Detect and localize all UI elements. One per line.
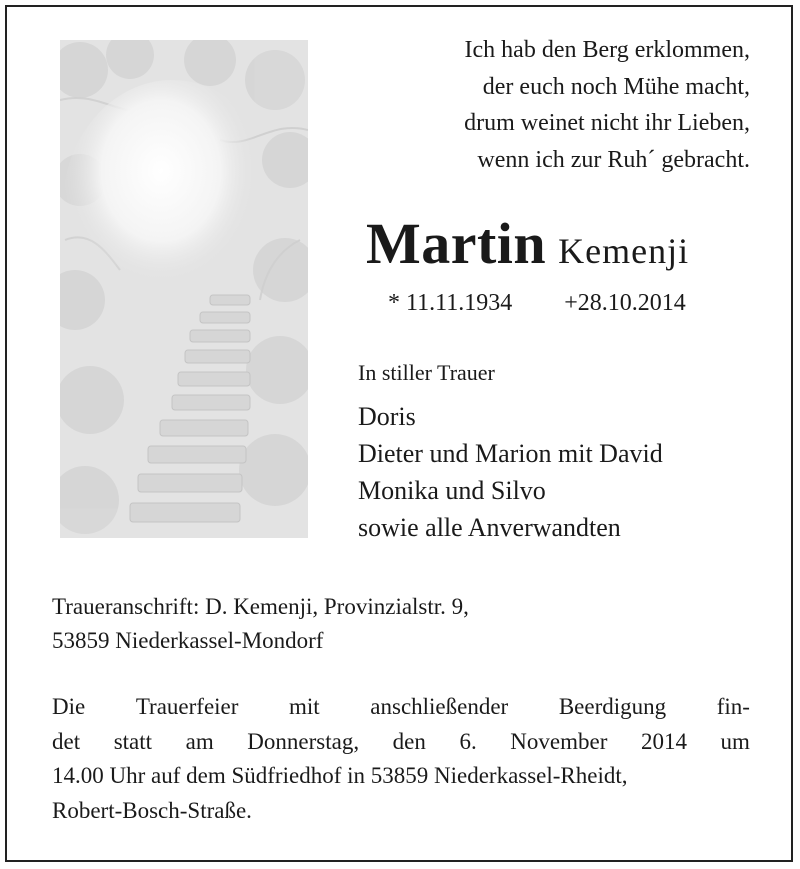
mourning-phrase: In stiller Trauer xyxy=(358,360,495,385)
funeral-notice xyxy=(52,690,750,828)
word: 6. xyxy=(459,728,477,754)
word: Beerdigung xyxy=(558,694,667,719)
word: November xyxy=(510,728,608,754)
word: um xyxy=(720,728,750,754)
poem-line: Ich hab den Berg erklommen, xyxy=(464,37,750,63)
word: fin- xyxy=(716,694,750,719)
deceased-name xyxy=(366,210,689,277)
birth-date: * 11.11.1934 xyxy=(388,290,513,316)
family-list xyxy=(358,398,663,546)
family-member: Doris xyxy=(358,402,416,431)
address-line: 53859 Niederkassel-Mondorf xyxy=(52,628,324,653)
word: am xyxy=(185,728,214,754)
notice-line-4: Robert-Bosch-Straße. xyxy=(52,797,252,823)
word: statt xyxy=(113,728,153,754)
poem-line: drum weinet nicht ihr Lieben, xyxy=(464,110,750,136)
word: Die xyxy=(52,694,86,719)
notice-line-3: 14.00 Uhr auf dem Südfriedhof in 53859 Niederkassel-Rheidt, xyxy=(52,763,628,788)
mourning-address xyxy=(52,590,469,658)
family-member: Dieter und Marion mit David xyxy=(358,439,663,468)
poem-line: wenn ich zur Ruh´ gebracht. xyxy=(477,146,750,173)
poem xyxy=(330,32,750,178)
family-member: Monika und Silvo xyxy=(358,476,546,505)
notice-line-1 xyxy=(52,690,750,725)
notice-line-2 xyxy=(52,725,750,760)
poem-line: der euch noch Mühe macht, xyxy=(482,73,750,100)
word: Donnerstag, xyxy=(247,728,360,754)
word: mit xyxy=(289,694,320,719)
first-name: Martin xyxy=(366,211,547,276)
life-dates xyxy=(388,290,686,317)
stairway-image xyxy=(60,40,308,538)
word: 2014 xyxy=(640,728,687,754)
last-name: Kemenji xyxy=(558,231,690,271)
word: det xyxy=(52,728,81,754)
word: Trauerfeier xyxy=(135,694,239,719)
word: den xyxy=(392,728,426,754)
family-member: sowie alle Anverwandten xyxy=(358,513,621,542)
address-line: Traueranschrift: D. Kemenji, Provinzialstr. 9, xyxy=(52,594,469,619)
death-date: +28.10.2014 xyxy=(564,290,686,316)
stairway-photo xyxy=(60,40,308,538)
word: anschließender xyxy=(370,694,509,719)
